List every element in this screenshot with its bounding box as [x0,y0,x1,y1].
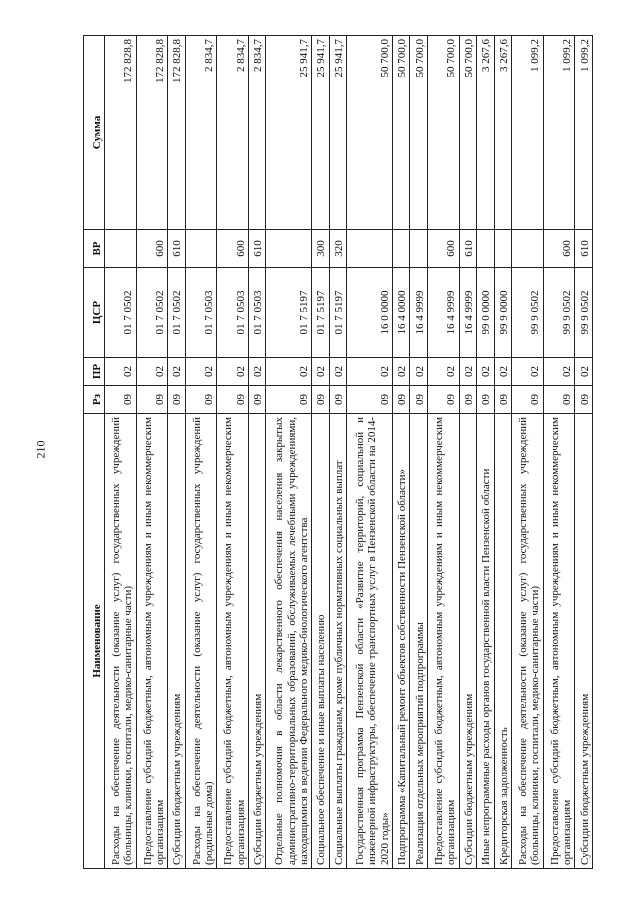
cell-name: Расходы на обеспечение деятельности (оказание услуг) государственных учреждений (больницы, клиники, госпитали, медико-санитарные части) [512,414,544,869]
cell-pr: 02 [575,358,593,386]
cell-pr: 02 [347,358,393,386]
table-row [477,36,495,869]
cell-rz: 09 [312,386,330,414]
cell-name: Субсидии бюджетным учреждениям [459,414,477,869]
cell-name: Предоставление субсидий бюджетным, автономным учреждениям и иным некоммерческим организациям [217,414,249,869]
cell-pr: 02 [427,358,459,386]
cell-rz: 09 [459,386,477,414]
cell-vr [185,230,217,268]
budget-table-rotated [83,36,593,869]
cell-vr: 600 [543,230,575,268]
budget-table [83,35,593,869]
cell-csr: 01 7 0502 [105,268,137,358]
table-row [575,36,593,869]
header-rz: Рз [84,386,105,414]
page-number: 210 [33,440,48,459]
table-row [312,36,330,869]
table-row [217,36,249,869]
cell-csr: 99 9 0502 [543,268,575,358]
cell-rz: 09 [329,386,347,414]
table-row [248,36,266,869]
cell-csr: 01 7 0502 [136,268,168,358]
cell-pr: 02 [105,358,137,386]
cell-vr [105,230,137,268]
cell-pr: 02 [266,358,312,386]
cell-rz: 09 [248,386,266,414]
cell-csr: 01 7 5197 [329,268,347,358]
cell-vr [477,230,495,268]
cell-rz: 09 [543,386,575,414]
cell-sum: 172 828,8 [168,36,186,230]
cell-vr [347,230,393,268]
cell-pr: 02 [329,358,347,386]
cell-sum: 50 700,0 [347,36,393,230]
cell-rz: 09 [427,386,459,414]
cell-vr [410,230,428,268]
cell-csr: 16 4 9999 [427,268,459,358]
cell-sum: 25 941,7 [312,36,330,230]
cell-vr: 600 [427,230,459,268]
cell-name: Субсидии бюджетным учреждениям [575,414,593,869]
cell-name: Иные непрограммные расходы органов государственной власти Пензенской области [477,414,495,869]
cell-rz: 09 [168,386,186,414]
header-csr: ЦСР [84,268,105,358]
cell-vr [512,230,544,268]
cell-rz: 09 [347,386,393,414]
table-row [392,36,410,869]
table-row [347,36,393,869]
table-row [185,36,217,869]
cell-sum: 25 941,7 [329,36,347,230]
table-header-row [84,36,105,869]
table-row [329,36,347,869]
header-name: Наименование [84,414,105,869]
table-row [512,36,544,869]
cell-sum: 3 267,6 [494,36,512,230]
header-sum: Сумма [84,36,105,230]
cell-csr: 01 7 5197 [312,268,330,358]
cell-vr [266,230,312,268]
cell-name: Подпрограмма «Капитальный ремонт объектов собственности Пензенской области» [392,414,410,869]
cell-rz: 09 [477,386,495,414]
cell-vr: 320 [329,230,347,268]
cell-name: Социальные выплаты гражданам, кроме публичных нормативных социальных выплат [329,414,347,869]
cell-sum: 1 099,2 [543,36,575,230]
cell-rz: 09 [266,386,312,414]
cell-csr: 16 4 0000 [392,268,410,358]
table-row [136,36,168,869]
cell-pr: 02 [410,358,428,386]
cell-rz: 09 [185,386,217,414]
table-body [105,36,593,869]
cell-name: Предоставление субсидий бюджетным, автономным учреждениям и иным некоммерческим организациям [136,414,168,869]
cell-sum: 50 700,0 [459,36,477,230]
cell-vr: 610 [575,230,593,268]
cell-sum: 3 267,6 [477,36,495,230]
cell-name: Расходы на обеспечение деятельности (оказание услуг) государственных учреждений (больницы, клиники, госпитали, медико-санитарные части) [105,414,137,869]
cell-sum: 2 834,7 [217,36,249,230]
cell-pr: 02 [512,358,544,386]
cell-sum: 172 828,8 [105,36,137,230]
cell-vr: 610 [459,230,477,268]
cell-name: Предоставление субсидий бюджетным, автономным учреждениям и иным некоммерческим организациям [543,414,575,869]
cell-vr: 610 [168,230,186,268]
cell-csr: 16 4 9999 [410,268,428,358]
cell-csr: 01 7 5197 [266,268,312,358]
table-row [494,36,512,869]
cell-rz: 09 [392,386,410,414]
cell-csr: 16 4 9999 [459,268,477,358]
cell-csr: 99 9 0502 [512,268,544,358]
cell-rz: 09 [217,386,249,414]
cell-sum: 50 700,0 [410,36,428,230]
cell-pr: 02 [136,358,168,386]
cell-pr: 02 [185,358,217,386]
cell-sum: 172 828,8 [136,36,168,230]
cell-name: Отдельные полномочия в области лекарственного обеспечения населения закрытых административно-территориальных образований, обслуживаемых лечебными учреждениями, находящимися в ведении Федерального медико-биологического агентства [266,414,312,869]
cell-rz: 09 [136,386,168,414]
cell-name: Кредиторская задолженность [494,414,512,869]
cell-rz: 09 [410,386,428,414]
cell-pr: 02 [477,358,495,386]
cell-vr: 300 [312,230,330,268]
cell-name: Предоставление субсидий бюджетным, автономным учреждениям и иным некоммерческим организациям [427,414,459,869]
cell-rz: 09 [575,386,593,414]
cell-csr: 99 9 0000 [494,268,512,358]
cell-name: Социальное обеспечение и иные выплаты населению [312,414,330,869]
cell-vr: 610 [248,230,266,268]
cell-rz: 09 [105,386,137,414]
table-row [427,36,459,869]
cell-name: Государственная программа Пензенской области «Развитие территорий, социальной и инженерной инфраструктуры, обеспечение транспортных услуг в Пензенской области на 2014-2020 годы» [347,414,393,869]
cell-pr: 02 [168,358,186,386]
cell-rz: 09 [512,386,544,414]
cell-name: Субсидии бюджетным учреждениям [248,414,266,869]
header-vr: ВР [84,230,105,268]
cell-csr: 16 0 0000 [347,268,393,358]
cell-csr: 99 9 0502 [575,268,593,358]
cell-sum: 50 700,0 [427,36,459,230]
table-row [543,36,575,869]
table-row [266,36,312,869]
cell-pr: 02 [312,358,330,386]
cell-csr: 01 7 0503 [248,268,266,358]
cell-name: Расходы на обеспечение деятельности (оказание услуг) государственных учреждений (родильные дома) [185,414,217,869]
cell-vr: 600 [136,230,168,268]
cell-sum: 50 700,0 [392,36,410,230]
cell-sum: 2 834,7 [248,36,266,230]
cell-csr: 99 0 0000 [477,268,495,358]
cell-pr: 02 [217,358,249,386]
cell-name: Реализация отдельных мероприятий подпрограммы [410,414,428,869]
table-row [410,36,428,869]
header-pr: ПР [84,358,105,386]
cell-pr: 02 [494,358,512,386]
cell-sum: 25 941,7 [266,36,312,230]
cell-vr [392,230,410,268]
cell-pr: 02 [543,358,575,386]
cell-vr: 600 [217,230,249,268]
table-row [459,36,477,869]
cell-sum: 1 099,2 [575,36,593,230]
cell-pr: 02 [248,358,266,386]
cell-name: Субсидии бюджетным учреждениям [168,414,186,869]
cell-csr: 01 7 0503 [217,268,249,358]
cell-csr: 01 7 0502 [168,268,186,358]
table-row [105,36,137,869]
cell-pr: 02 [459,358,477,386]
cell-sum: 2 834,7 [185,36,217,230]
cell-vr [494,230,512,268]
table-row [168,36,186,869]
cell-pr: 02 [392,358,410,386]
cell-csr: 01 7 0503 [185,268,217,358]
cell-rz: 09 [494,386,512,414]
cell-sum: 1 099,2 [512,36,544,230]
